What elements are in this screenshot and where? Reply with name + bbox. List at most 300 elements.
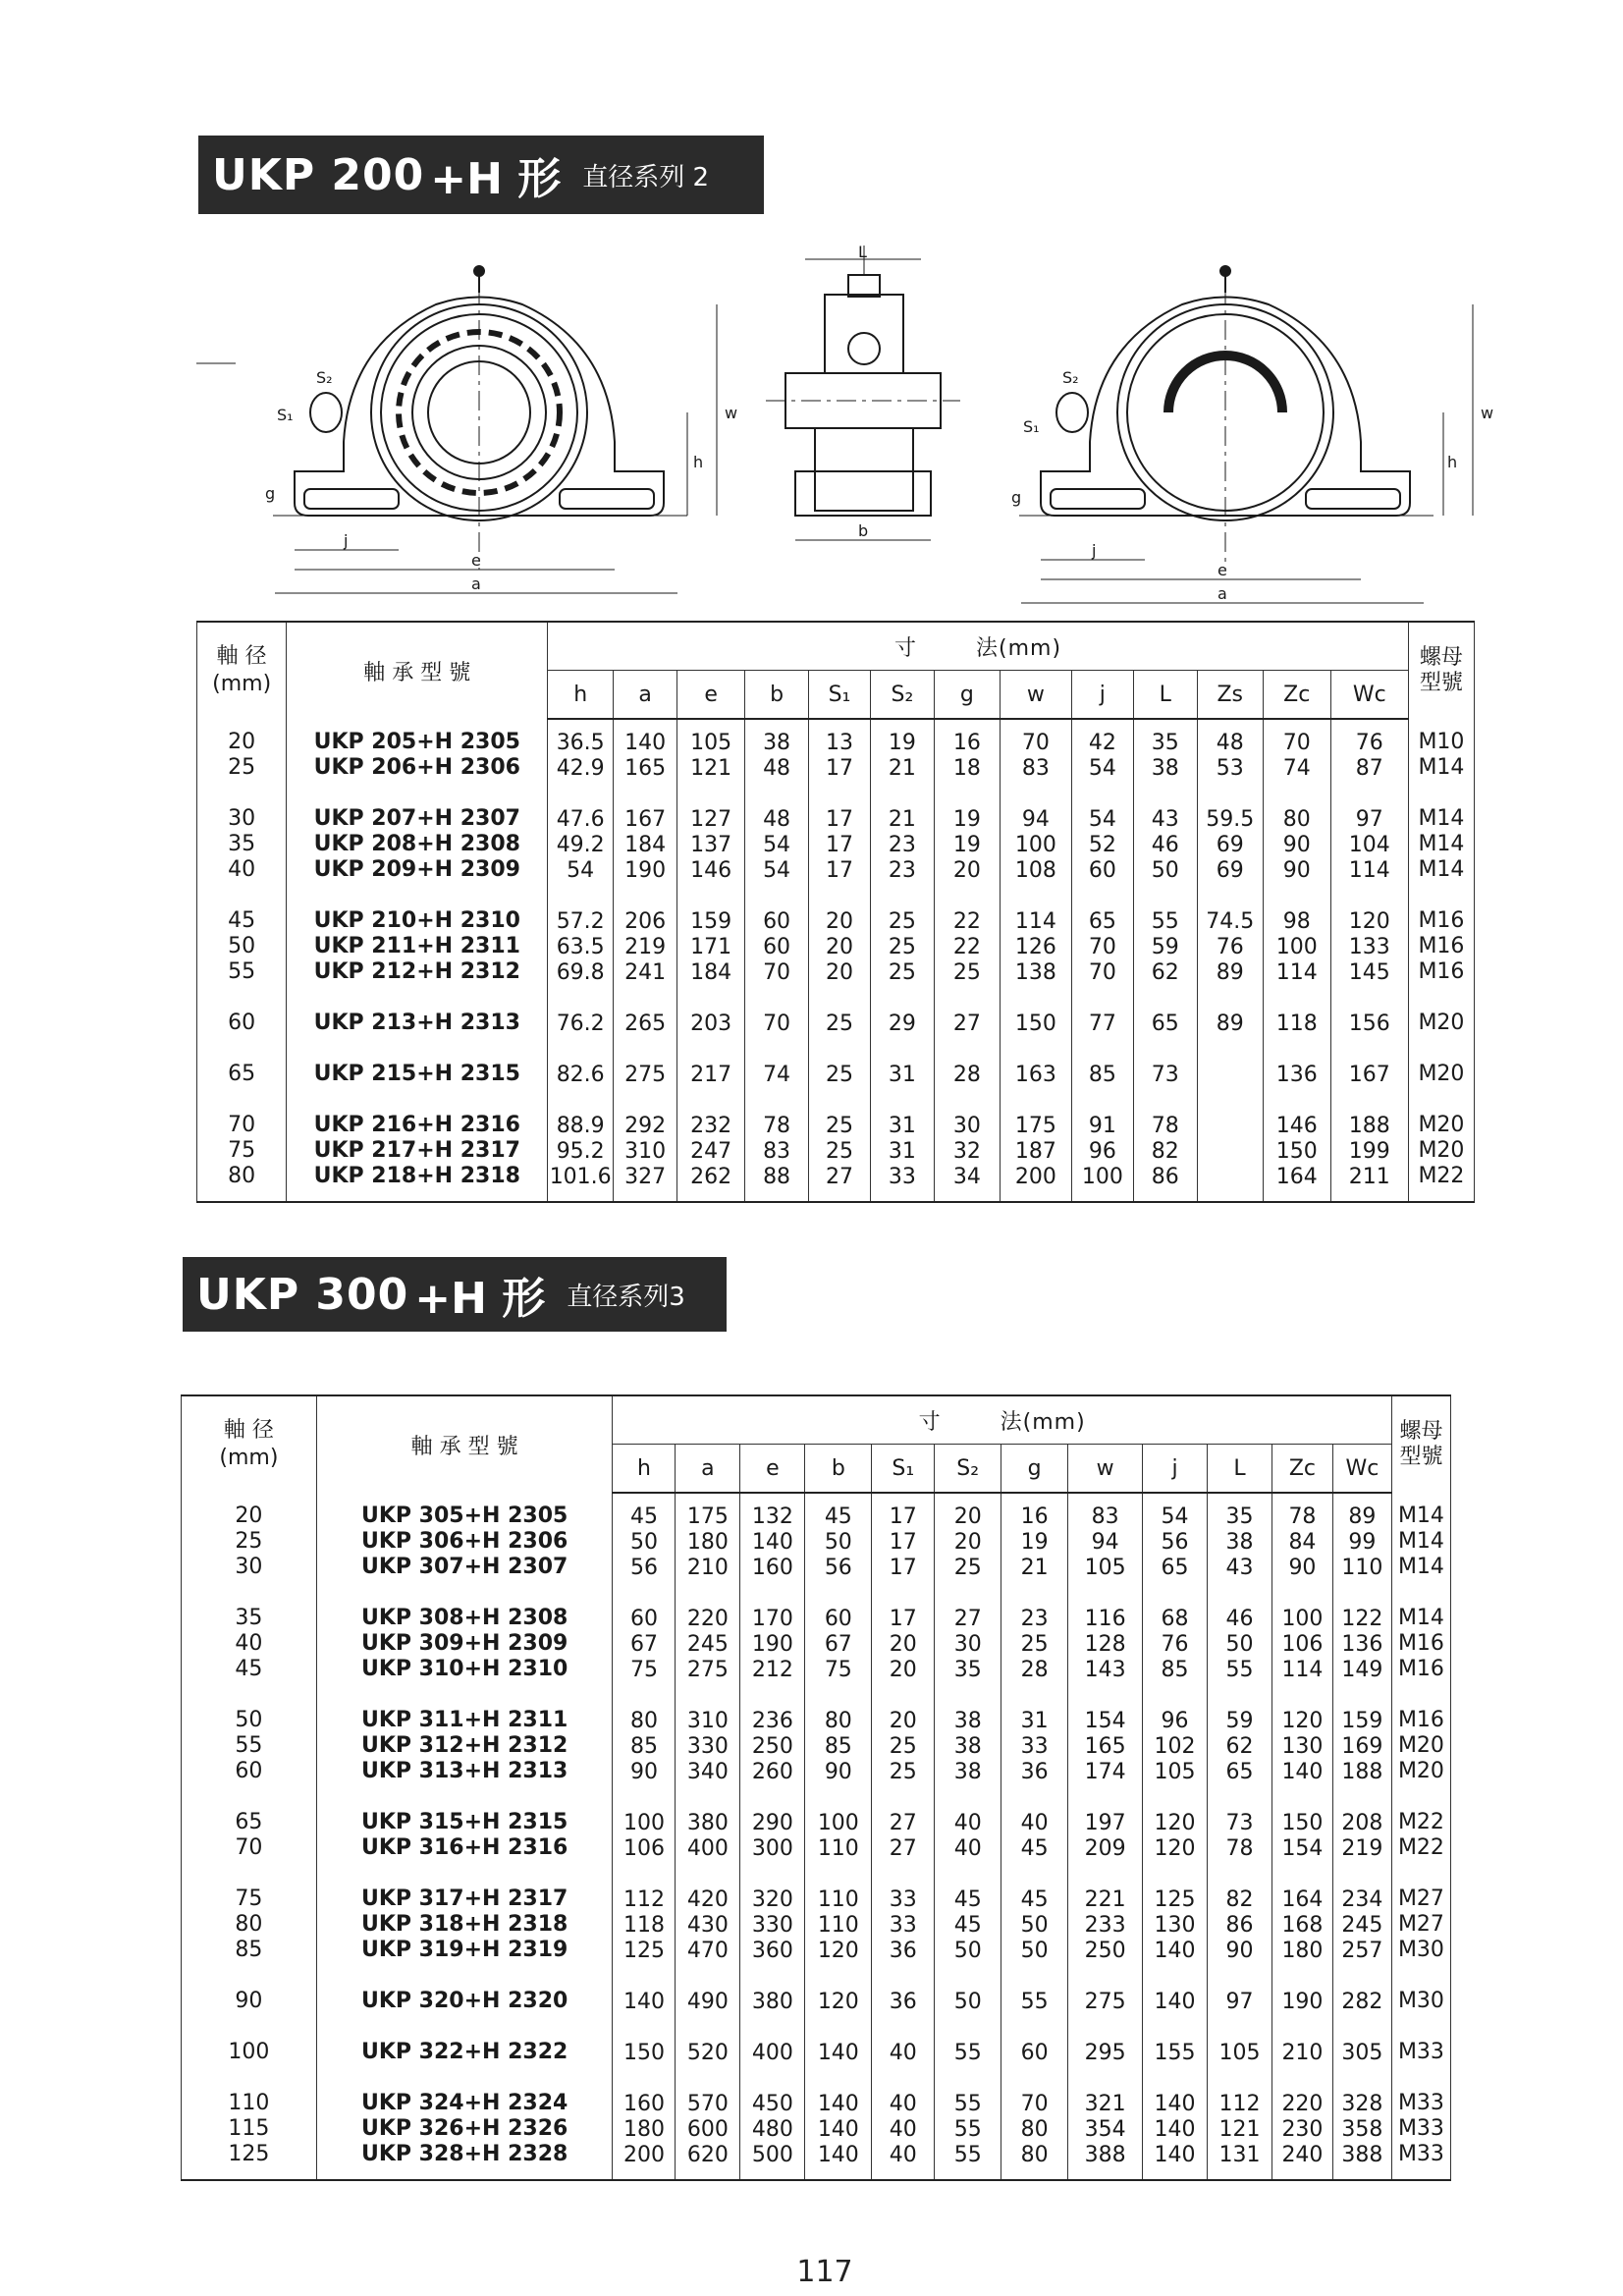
bearing-model-cell: UKP 309+H 2309 [360, 1631, 568, 1656]
dimension-cell: 101.6 [549, 1165, 612, 1189]
dimension-cell: 55 [953, 2041, 982, 2065]
dimension-cell: 120 [1154, 1836, 1196, 1861]
dimension-cell: 70 [1020, 2092, 1049, 2116]
bearing-model-cell: UKP 209+H 2309 [313, 857, 520, 882]
table-body-row [197, 719, 1475, 1202]
dimension-cell: 95.2 [556, 1139, 605, 1164]
dimension-cell: 76.2 [556, 1011, 605, 1036]
nut-size-cell: M20 [1397, 1759, 1444, 1783]
dimension-cell: 140 [751, 1530, 793, 1555]
dimension-cell: 108 [1014, 858, 1056, 883]
dimension-cell: 140 [1154, 2117, 1196, 2142]
dimension-cell: 188 [1341, 1760, 1383, 1784]
dimension-cell: 150 [622, 2041, 665, 2065]
dimension-cell: 17 [825, 756, 853, 781]
dimension-cell: 65 [1161, 1556, 1189, 1580]
dimension-cell: 54 [1088, 807, 1116, 832]
dimension-cell: 354 [1084, 2117, 1126, 2142]
dimension-cell: 70 [1021, 731, 1050, 755]
dimension-cell: 80 [824, 1709, 852, 1733]
dimension-cell: 219 [1341, 1836, 1383, 1861]
dimension-cell: 90 [629, 1760, 658, 1784]
bearing-model-cell: UKP 324+H 2324 [360, 2091, 568, 2115]
dimension-cell: 132 [751, 1504, 793, 1529]
dimension-cell: 154 [1084, 1709, 1126, 1733]
dimension-cell: 54 [763, 858, 791, 883]
dimension-cell: 96 [1161, 1709, 1189, 1733]
dimension-cell: 16 [952, 731, 981, 755]
dimension-cell: 76 [1161, 1632, 1189, 1657]
dimension-cell: 31 [888, 1139, 916, 1164]
dimension-cell: 60 [1020, 2041, 1049, 2065]
dimension-cell: 89 [1216, 1011, 1244, 1036]
dimension-cell: 40 [889, 2117, 917, 2142]
bearing-model-cell: UKP 307+H 2307 [360, 1555, 568, 1579]
dimension-cell: 116 [1084, 1607, 1126, 1631]
dimension-cell: 190 [751, 1632, 793, 1657]
dimension-cell: 121 [1218, 2117, 1261, 2142]
dimension-cell: 187 [1014, 1139, 1056, 1164]
dimension-cell: 59 [1225, 1709, 1254, 1733]
table-body-row [182, 1493, 1451, 2180]
dimension-cell: 67 [629, 1632, 658, 1657]
dimension-cell: 245 [1341, 1913, 1383, 1938]
dimension-cell: 98 [1282, 909, 1311, 934]
nut-size-cell: M22 [1418, 1164, 1465, 1188]
dimension-cell: 36.5 [556, 731, 605, 755]
dimension-cell: 620 [686, 2143, 729, 2167]
bearing-model-cell: UKP 210+H 2310 [313, 908, 520, 933]
shaft-diameter-cell: 85 [235, 1938, 263, 1962]
bearing-model-cell: UKP 328+H 2328 [360, 2142, 568, 2166]
dimension-cell: 310 [686, 1709, 729, 1733]
dimension-cell: 82.6 [556, 1063, 605, 1087]
label-e-right: e [1217, 561, 1227, 579]
dimension-cell: 217 [690, 1063, 732, 1087]
dimension-cell: 164 [1275, 1165, 1318, 1189]
dimension-cell: 20 [825, 935, 853, 959]
dimension-cell: 32 [952, 1139, 981, 1164]
nut-size-cell: M33 [1397, 2116, 1444, 2141]
dim-header: Zc [1271, 1445, 1332, 1494]
banner-model: UKP 300 [196, 1269, 409, 1320]
shaft-diameter-cell: 50 [235, 1708, 263, 1732]
shaft-diameter-cell: 30 [228, 806, 256, 831]
dimension-cell: 70 [763, 1011, 791, 1036]
nut-size-cell: M20 [1397, 1733, 1444, 1758]
shaft-diameter-cell: 70 [228, 1113, 256, 1137]
dimension-cell: 50 [824, 1530, 852, 1555]
col-nut-header: 螺母型號 [1408, 622, 1474, 719]
dimension-cell: 31 [888, 1114, 916, 1138]
dimension-cell: 16 [1020, 1504, 1049, 1529]
banner-series: 直径系列3 [567, 1282, 685, 1312]
shaft-diameter-cell: 55 [228, 959, 256, 984]
dimension-cell: 125 [622, 1939, 665, 1963]
dimension-cell: 82 [1225, 1887, 1254, 1912]
dimension-cell: 33 [1020, 1734, 1049, 1759]
dimension-cell: 82 [1151, 1139, 1179, 1164]
dimension-cell: 127 [690, 807, 732, 832]
dimension-cell: 327 [624, 1165, 667, 1189]
dimension-cell: 36 [889, 1990, 917, 2014]
dimension-cell: 400 [686, 1836, 729, 1861]
dimension-cell: 38 [953, 1709, 982, 1733]
nut-size-cell: M10 [1418, 730, 1465, 754]
bearing-model-cell: UKP 317+H 2317 [360, 1886, 568, 1911]
dimension-cell: 130 [1281, 1734, 1324, 1759]
dimension-cell: 120 [817, 1939, 859, 1963]
dimension-cell: 208 [1341, 1811, 1383, 1835]
dimension-cell: 105 [1154, 1760, 1196, 1784]
dim-header: a [614, 671, 677, 720]
nut-size-cell: M20 [1418, 1011, 1465, 1035]
dimension-cell: 53 [1216, 756, 1244, 781]
dimension-cell: 34 [952, 1165, 981, 1189]
dimension-cell: 50 [953, 1939, 982, 1963]
dimension-cell: 149 [1341, 1658, 1383, 1682]
dimension-cell: 17 [889, 1607, 917, 1631]
bearing-model-cell: UKP 313+H 2313 [360, 1759, 568, 1783]
bearing-model-cell: UKP 218+H 2318 [313, 1164, 520, 1188]
dimension-cell: 114 [1281, 1658, 1324, 1682]
dimension-cell: 22 [952, 909, 981, 934]
dimension-cell: 120 [1348, 909, 1390, 934]
dimension-cell: 25 [888, 960, 916, 985]
label-s2-left: S₂ [316, 368, 333, 387]
dimension-cell: 78 [1151, 1114, 1179, 1138]
dim-header: Zc [1263, 671, 1330, 720]
dimension-cell: 70 [1088, 935, 1116, 959]
dimension-cell: 19 [1020, 1530, 1049, 1555]
dimension-cell: 45 [953, 1887, 982, 1912]
dimension-cell: 46 [1225, 1607, 1254, 1631]
shaft-diameter-cell: 45 [228, 908, 256, 933]
col-dims-b: 法(mm) [1000, 1409, 1086, 1435]
dimension-cell: 25 [1020, 1632, 1049, 1657]
dimension-cell: 219 [624, 935, 667, 959]
dimension-cell: 25 [888, 909, 916, 934]
dimension-cell: 570 [686, 2092, 729, 2116]
dimension-cell: 45 [629, 1504, 658, 1529]
dimension-cell: 55 [953, 2143, 982, 2167]
dimension-cell: 45 [953, 1913, 982, 1938]
dimension-cell: 105 [1084, 1556, 1126, 1580]
dimension-cell: 55 [1225, 1658, 1254, 1682]
dimension-cell: 156 [1348, 1011, 1390, 1036]
dimension-cell: 83 [763, 1139, 791, 1164]
nut-size-cell: M33 [1397, 2040, 1444, 2064]
dimension-cell: 130 [1154, 1913, 1196, 1938]
label-g-left: g [265, 484, 276, 503]
dimension-cell: 282 [1341, 1990, 1383, 2014]
dimension-cell: 140 [1154, 2143, 1196, 2167]
dimension-cell: 90 [1282, 858, 1311, 883]
dimension-cell: 75 [824, 1658, 852, 1682]
dimension-cell: 97 [1225, 1990, 1254, 2014]
dimension-cell: 20 [889, 1709, 917, 1733]
dimension-cell: 210 [686, 1556, 729, 1580]
label-a-left: a [471, 574, 481, 593]
shaft-diameter-cell: 35 [235, 1606, 263, 1630]
dimension-cell: 70 [763, 960, 791, 985]
dimension-cell: 97 [1355, 807, 1383, 832]
dimension-cell: 125 [1154, 1887, 1196, 1912]
dimension-cell: 163 [1014, 1063, 1056, 1087]
label-a-right: a [1217, 584, 1227, 603]
label-g-right: g [1011, 488, 1022, 507]
dimension-cell: 500 [751, 2143, 793, 2167]
dimension-cell: 42.9 [556, 756, 605, 781]
dimension-cell: 140 [1154, 1939, 1196, 1963]
dimension-cell: 112 [1218, 2092, 1261, 2116]
dimension-cell: 67 [824, 1632, 852, 1657]
dimension-cell: 250 [1084, 1939, 1126, 1963]
dimension-cell: 212 [751, 1658, 793, 1682]
nut-size-cell: M20 [1418, 1138, 1465, 1163]
dimension-cell: 199 [1348, 1139, 1390, 1164]
nut-size-cell: M16 [1397, 1631, 1444, 1656]
dimension-cell: 140 [817, 2092, 859, 2116]
dimension-cell: 25 [825, 1063, 853, 1087]
bearing-model-cell: UKP 217+H 2317 [313, 1138, 520, 1163]
dim-header: g [1001, 1445, 1068, 1494]
dimension-cell: 128 [1084, 1632, 1126, 1657]
dimension-cell: 43 [1151, 807, 1179, 832]
dim-header: w [1000, 671, 1071, 720]
dimension-cell: 33 [889, 1913, 917, 1938]
dimension-cell [1199, 1063, 1262, 1088]
bearing-model-cell: UKP 212+H 2312 [313, 959, 520, 984]
dimension-cell: 54 [1161, 1504, 1189, 1529]
nut-size-cell: M14 [1397, 1529, 1444, 1554]
col-dims-header [548, 622, 1409, 671]
nut-size-cell: M30 [1397, 1989, 1444, 2013]
shaft-diameter-cell: 60 [235, 1759, 263, 1783]
dimension-cell: 146 [690, 858, 732, 883]
dimension-cell: 96 [1088, 1139, 1116, 1164]
dimension-cell: 146 [1275, 1114, 1318, 1138]
dimension-cell [1199, 1165, 1262, 1190]
dimension-cell: 62 [1225, 1734, 1254, 1759]
dimension-cell: 36 [1020, 1760, 1049, 1784]
dimension-cell: 63.5 [556, 935, 605, 959]
dimension-cell: 275 [686, 1658, 729, 1682]
dimension-cell: 330 [751, 1913, 793, 1938]
dimension-cell: 209 [1084, 1836, 1126, 1861]
dimension-cell: 19 [952, 833, 981, 857]
dimension-table-ukp200 [196, 621, 1475, 1203]
dimension-cell: 90 [1288, 1556, 1317, 1580]
dimension-cell: 27 [952, 1011, 981, 1036]
dimension-cell: 40 [889, 2092, 917, 2116]
dimension-cell: 170 [751, 1607, 793, 1631]
dimension-cell: 60 [763, 909, 791, 934]
shaft-diameter-cell: 65 [228, 1062, 256, 1086]
dimension-cell: 380 [751, 1990, 793, 2014]
dimension-cell: 110 [817, 1913, 859, 1938]
dimension-cell: 35 [1151, 731, 1179, 755]
dimension-cell: 105 [690, 731, 732, 755]
dimension-cell: 80 [1020, 2143, 1049, 2167]
dimension-cell: 17 [825, 807, 853, 832]
section-banner-ukp200 [198, 136, 764, 214]
dimension-cell: 25 [889, 1734, 917, 1759]
dimension-cell: 76 [1355, 731, 1383, 755]
col-shaft-unit: (mm) [219, 1446, 279, 1470]
dimension-cell: 23 [1020, 1607, 1049, 1631]
dimension-cell: 85 [824, 1734, 852, 1759]
dimension-cell: 20 [953, 1504, 982, 1529]
dimension-cell: 38 [763, 731, 791, 755]
dimension-cell: 122 [1341, 1607, 1383, 1631]
shaft-diameter-cell: 25 [235, 1529, 263, 1554]
dimension-cell: 184 [624, 833, 667, 857]
shaft-diameter-cell: 75 [228, 1138, 256, 1163]
dimension-cell: 150 [1281, 1811, 1324, 1835]
dimension-cell: 54 [1088, 756, 1116, 781]
dimension-cell [1199, 1139, 1262, 1165]
dimension-cell: 230 [1281, 2117, 1324, 2142]
dimension-cell: 60 [824, 1607, 852, 1631]
dimension-cell: 17 [889, 1556, 917, 1580]
col-shaft-header [182, 1395, 317, 1493]
dimension-cell: 59.5 [1206, 807, 1255, 832]
shaft-diameter-cell: 25 [228, 755, 256, 780]
dim-header: b [745, 671, 809, 720]
dimension-cell: 126 [1014, 935, 1056, 959]
dimension-cell: 85 [1088, 1063, 1116, 1087]
dimension-cell: 118 [1275, 1011, 1318, 1036]
dimension-cell: 310 [624, 1139, 667, 1164]
shaft-diameter-cell: 110 [228, 2091, 270, 2115]
dimension-cell: 35 [953, 1658, 982, 1682]
shaft-diameter-cell: 80 [235, 1912, 263, 1937]
shaft-diameter-cell: 60 [228, 1011, 256, 1035]
dimension-cell: 188 [1348, 1114, 1390, 1138]
dimension-cell: 105 [1218, 2041, 1261, 2065]
dimension-cell: 48 [1216, 731, 1244, 755]
dimension-cell: 20 [889, 1658, 917, 1682]
dimension-cell: 25 [825, 1139, 853, 1164]
col-dims-b: 法(mm) [976, 635, 1062, 661]
dim-header: j [1143, 1445, 1208, 1494]
dimension-cell: 290 [751, 1811, 793, 1835]
dimension-cell: 120 [817, 1990, 859, 2014]
col-model-header: 軸 承 型 號 [316, 1395, 613, 1493]
dimension-cell: 25 [952, 960, 981, 985]
shaft-diameter-cell: 75 [235, 1886, 263, 1911]
dimension-cell: 60 [1088, 858, 1116, 883]
dimension-cell: 65 [1151, 1011, 1179, 1036]
dimension-cell: 69 [1216, 858, 1244, 883]
dimension-cell: 30 [952, 1114, 981, 1138]
nut-size-cell: M14 [1397, 1555, 1444, 1579]
dimension-cell: 27 [889, 1836, 917, 1861]
nut-size-cell: M16 [1418, 959, 1465, 984]
dimension-cell: 42 [1088, 731, 1116, 755]
dimension-cell: 180 [1281, 1939, 1324, 1963]
dimension-cell: 17 [825, 858, 853, 883]
shaft-diameter-cell: 40 [228, 857, 256, 882]
dimension-cell: 50 [1151, 858, 1179, 883]
bearing-model-cell: UKP 316+H 2316 [360, 1835, 568, 1860]
dimension-cell: 56 [824, 1556, 852, 1580]
dimension-cell: 86 [1225, 1913, 1254, 1938]
shaft-diameter-cell: 55 [235, 1733, 263, 1758]
bearing-model-cell: UKP 207+H 2307 [313, 806, 520, 831]
nut-size-cell: M14 [1418, 755, 1465, 780]
dimension-cell: 600 [686, 2117, 729, 2142]
dimension-cell: 60 [629, 1607, 658, 1631]
dimension-cell: 19 [952, 807, 981, 832]
dimension-cell: 380 [686, 1811, 729, 1835]
bearing-model-cell: UKP 306+H 2306 [360, 1529, 568, 1554]
dimension-cell: 38 [1151, 756, 1179, 781]
banner-suffix: +H 形 [414, 1274, 546, 1324]
dimension-cell: 300 [751, 1836, 793, 1861]
dimension-cell: 40 [953, 1811, 982, 1835]
dimension-cell: 100 [1281, 1607, 1324, 1631]
dimension-cell: 88.9 [556, 1114, 605, 1138]
dimension-cell: 206 [624, 909, 667, 934]
dimension-cell: 76 [1216, 935, 1244, 959]
dim-header: S₁ [872, 1445, 935, 1494]
label-h-left: h [693, 453, 704, 471]
dimension-cell: 143 [1084, 1658, 1126, 1682]
dimension-cell: 69 [1216, 833, 1244, 857]
dimension-cell: 470 [686, 1939, 729, 1963]
dimension-cell: 320 [751, 1887, 793, 1912]
dimension-cell: 140 [817, 2117, 859, 2142]
dimension-cell: 70 [1282, 731, 1311, 755]
dimension-cell: 46 [1151, 833, 1179, 857]
dimension-cell: 35 [1225, 1504, 1254, 1529]
dimension-cell: 190 [1281, 1990, 1324, 2014]
bearing-model-cell: UKP 319+H 2319 [360, 1938, 568, 1962]
dimension-cell: 106 [622, 1836, 665, 1861]
dimension-cell: 203 [690, 1011, 732, 1036]
dimension-cell: 490 [686, 1990, 729, 2014]
bearing-model-cell: UKP 215+H 2315 [313, 1062, 520, 1086]
dim-header: h [548, 671, 614, 720]
shaft-diameter-cell: 100 [228, 2040, 270, 2064]
dim-header: L [1133, 671, 1197, 720]
bearing-model-cell: UKP 213+H 2313 [313, 1011, 520, 1035]
col-dims-a: 寸 [894, 635, 918, 661]
col-shaft-label: 軸 径 [216, 644, 267, 669]
dimension-cell: 36 [889, 1939, 917, 1963]
dimension-cell: 140 [1281, 1760, 1324, 1784]
dimension-cell: 74.5 [1206, 909, 1255, 934]
dimension-cell: 164 [1281, 1887, 1324, 1912]
dimension-cell: 22 [952, 935, 981, 959]
dimension-cell: 137 [690, 833, 732, 857]
dimension-cell: 150 [1275, 1139, 1318, 1164]
dimension-cell: 91 [1088, 1114, 1116, 1138]
dimension-cell: 110 [1341, 1556, 1383, 1580]
dimension-cell: 154 [1281, 1836, 1324, 1861]
dimension-cell: 87 [1355, 756, 1383, 781]
dimension-cell: 221 [1084, 1887, 1126, 1912]
dimension-cell: 159 [1341, 1709, 1383, 1733]
dimension-cell: 321 [1084, 2092, 1126, 2116]
dimension-cell: 112 [622, 1887, 665, 1912]
dimension-cell: 25 [825, 1114, 853, 1138]
dimension-cell: 100 [622, 1811, 665, 1835]
dimension-cell: 184 [690, 960, 732, 985]
dimension-cell: 131 [1218, 2143, 1261, 2167]
